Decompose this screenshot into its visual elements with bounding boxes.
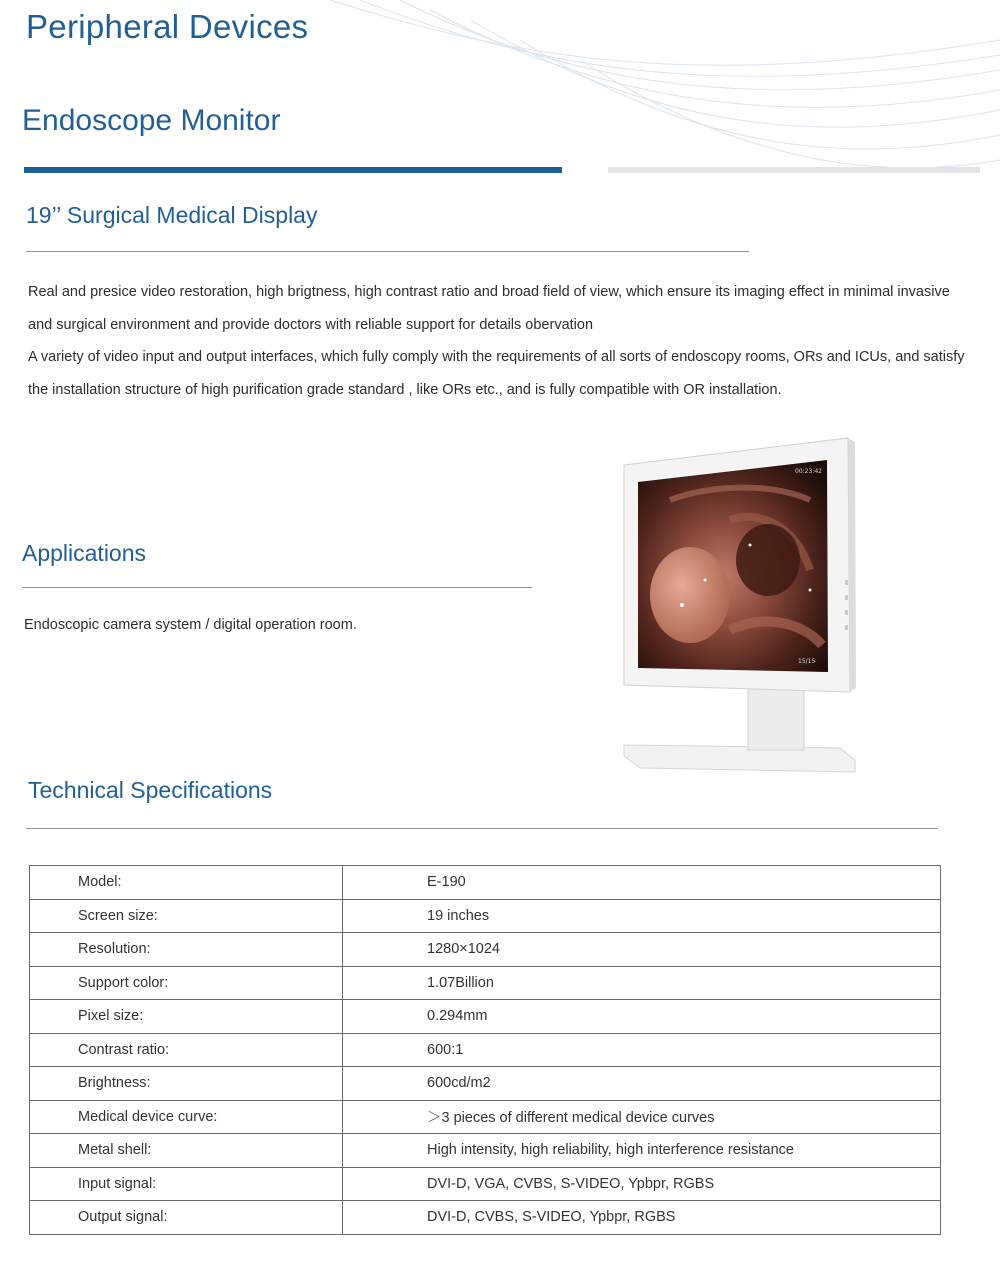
screen-frame-readout: 15/15 xyxy=(798,658,816,665)
specs-title: Technical Specifications xyxy=(28,777,273,803)
spec-table xyxy=(29,865,941,1235)
spec-row xyxy=(30,1033,941,1067)
spec-value: 1.07Billion xyxy=(343,966,941,1000)
secondary-bar xyxy=(608,167,980,173)
spec-row xyxy=(30,1067,941,1101)
spec-row xyxy=(30,1167,941,1201)
spec-row xyxy=(30,1100,941,1134)
description-paragraph: Real and presice video restoration, high brigtness, high contrast ratio and broad field of view, which ensure its imaging effect in minimal invasive and surgical environment and provide doctors with reliable support for details obervation xyxy=(28,284,950,333)
spec-row xyxy=(30,933,941,967)
applications-title: Applications xyxy=(22,540,147,566)
divider xyxy=(22,587,532,588)
spec-row xyxy=(30,1000,941,1034)
spec-label: Output signal: xyxy=(30,1201,343,1235)
spec-label: Medical device curve: xyxy=(30,1100,343,1134)
spec-label: Resolution: xyxy=(30,933,343,967)
spec-row xyxy=(30,1201,941,1235)
spec-row xyxy=(30,1134,941,1168)
product-title: 19’’ Surgical Medical Display xyxy=(26,202,318,228)
spec-row xyxy=(30,866,941,900)
spec-value: 1280×1024 xyxy=(343,933,941,967)
spec-value: DVI-D, VGA, CVBS, S-VIDEO, Ypbpr, RGBS xyxy=(343,1167,941,1201)
spec-row xyxy=(30,899,941,933)
spec-label: Brightness: xyxy=(30,1067,343,1101)
spec-value: 0.294mm xyxy=(343,1000,941,1034)
divider xyxy=(26,828,938,829)
spec-label: Input signal: xyxy=(30,1167,343,1201)
spec-label: Metal shell: xyxy=(30,1134,343,1168)
spec-label: Contrast ratio: xyxy=(30,1033,343,1067)
divider xyxy=(26,251,749,252)
spec-value: E-190 xyxy=(343,866,941,900)
spec-label: Pixel size: xyxy=(30,1000,343,1034)
monitor-product-image xyxy=(610,430,870,780)
page-category-title: Peripheral Devices xyxy=(26,8,309,45)
screen-time-readout: 00:23:42 xyxy=(795,468,822,475)
spec-value: 600cd/m2 xyxy=(343,1067,941,1101)
spec-label: Screen size: xyxy=(30,899,343,933)
product-description xyxy=(28,276,968,406)
spec-value: 19 inches xyxy=(343,899,941,933)
spec-label: Model: xyxy=(30,866,343,900)
spec-row xyxy=(30,966,941,1000)
accent-bar xyxy=(24,167,562,173)
spec-value: 600:1 xyxy=(343,1033,941,1067)
spec-value: High intensity, high reliability, high interference resistance xyxy=(343,1134,941,1168)
spec-value: ＞3 pieces of different medical device curves xyxy=(343,1100,941,1134)
spec-value: DVI-D, CVBS, S-VIDEO, Ypbpr, RGBS xyxy=(343,1201,941,1235)
description-paragraph: A variety of video input and output interfaces, which fully comply with the requirements of all sorts of endoscopy rooms, ORs and ICUs, and satisfy the installation structure of high purification grade standard , like ORs etc., and is fully compatible with OR installation. xyxy=(28,349,965,398)
applications-text: Endoscopic camera system / digital operation room. xyxy=(24,617,357,633)
spec-label: Support color: xyxy=(30,966,343,1000)
product-line-title: Endoscope Monitor xyxy=(22,104,281,137)
